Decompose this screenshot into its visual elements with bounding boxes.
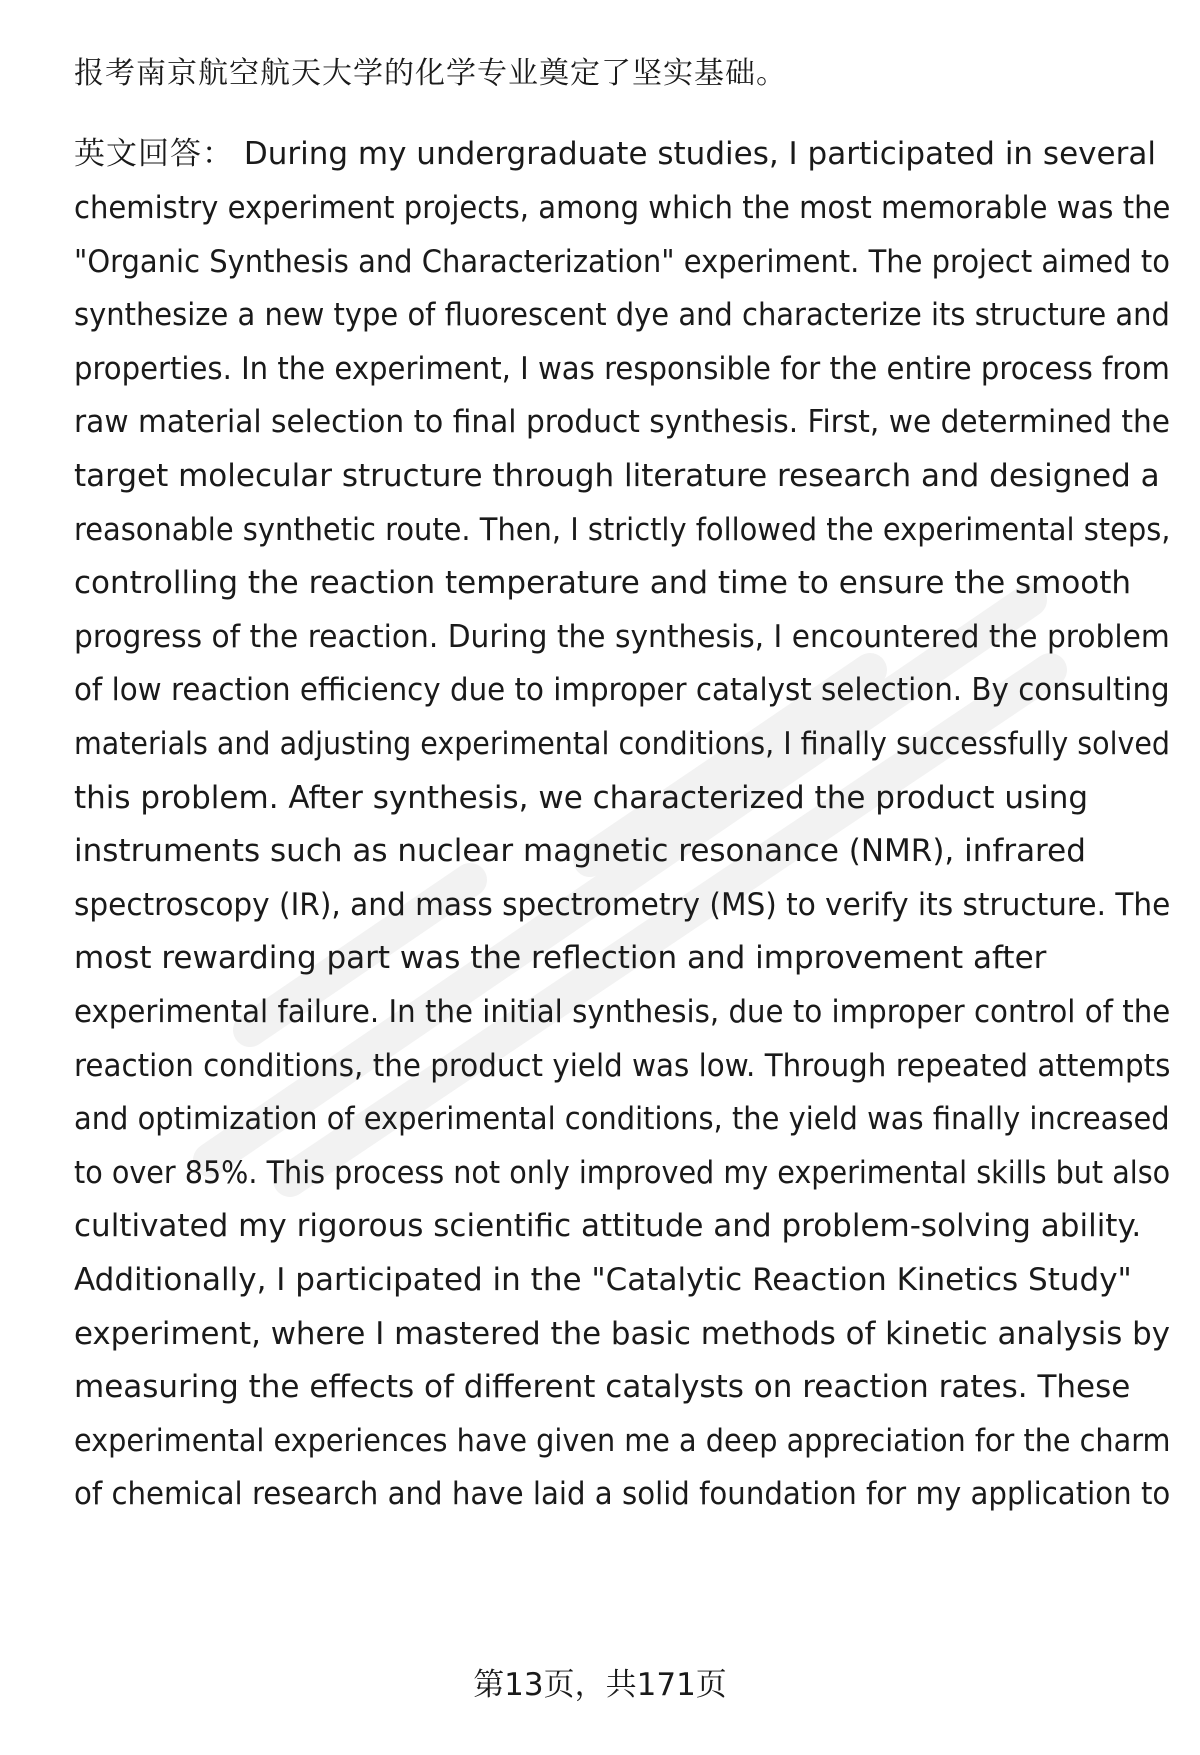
answer-line-25: of chemical research and have laid a solid foundation for my application to bbox=[74, 1476, 1171, 1513]
answer-line-24: experimental experiences have given me a deep appreciation for the charm bbox=[74, 1422, 1171, 1459]
answer-first-line bbox=[74, 134, 1156, 174]
answer-line-0: During my undergraduate studies, I participated in several bbox=[234, 136, 1156, 172]
answer-line-9: progress of the reaction. During the synthesis, I encountered the problem bbox=[74, 618, 1170, 655]
answer-line-16: experimental failure. In the initial synthesis, due to improper control of the bbox=[74, 994, 1171, 1030]
intro-line: 报考南京航空航天大学的化学专业奠定了坚实基础。 bbox=[74, 56, 787, 91]
answer-line-14: spectroscopy (IR), and mass spectrometry (MS) to verify its structure. The bbox=[74, 886, 1171, 923]
answer-line-4: properties. In the experiment, I was responsible for the entire process from bbox=[74, 350, 1170, 387]
answer-line-15: most rewarding part was the reflection and improvement after bbox=[74, 940, 1047, 977]
answer-line-3: synthesize a new type of fluorescent dye and characterize its structure and bbox=[74, 297, 1170, 334]
answer-line-10: of low reaction efficiency due to improper catalyst selection. By consulting bbox=[74, 672, 1170, 709]
answer-line-6: target molecular structure through literature research and designed a bbox=[74, 458, 1160, 494]
answer-line-22: experiment, where I mastered the basic methods of kinetic analysis by bbox=[74, 1315, 1170, 1352]
answer-line-12: this problem. After synthesis, we characterized the product using bbox=[74, 779, 1089, 816]
answer-line-7: reasonable synthetic route. Then, I strictly followed the experimental steps, bbox=[74, 511, 1171, 548]
answer-line-2: "Organic Synthesis and Characterization" experiment. The project aimed to bbox=[74, 243, 1170, 280]
answer-line-5: raw material selection to final product synthesis. First, we determined the bbox=[74, 404, 1171, 441]
answer-line-1: chemistry experiment projects, among which the most memorable was the bbox=[74, 190, 1171, 226]
answer-line-23: measuring the effects of different catalysts on reaction rates. These bbox=[74, 1369, 1131, 1406]
answer-line-19: to over 85%. This process not only improved my experimental skills but also bbox=[74, 1154, 1171, 1191]
answer-line-18: and optimization of experimental conditions, the yield was finally increased bbox=[74, 1101, 1170, 1138]
answer-line-8: controlling the reaction temperature and time to ensure the smooth bbox=[74, 565, 1132, 602]
answer-line-21: Additionally, I participated in the "Catalytic Reaction Kinetics Study" bbox=[74, 1262, 1132, 1298]
answer-line-13: instruments such as nuclear magnetic resonance (NMR), infrared bbox=[74, 833, 1086, 870]
answer-line-20: cultivated my rigorous scientific attitude and problem-solving ability. bbox=[74, 1208, 1142, 1245]
page-number-footer: 第13页，共171页 bbox=[473, 1667, 727, 1703]
answer-line-17: reaction conditions, the product yield was low. Through repeated attempts bbox=[74, 1047, 1171, 1084]
answer-line-11: materials and adjusting experimental conditions, I finally successfully solved bbox=[74, 726, 1171, 762]
answer-label: 英文回答： bbox=[74, 136, 234, 172]
